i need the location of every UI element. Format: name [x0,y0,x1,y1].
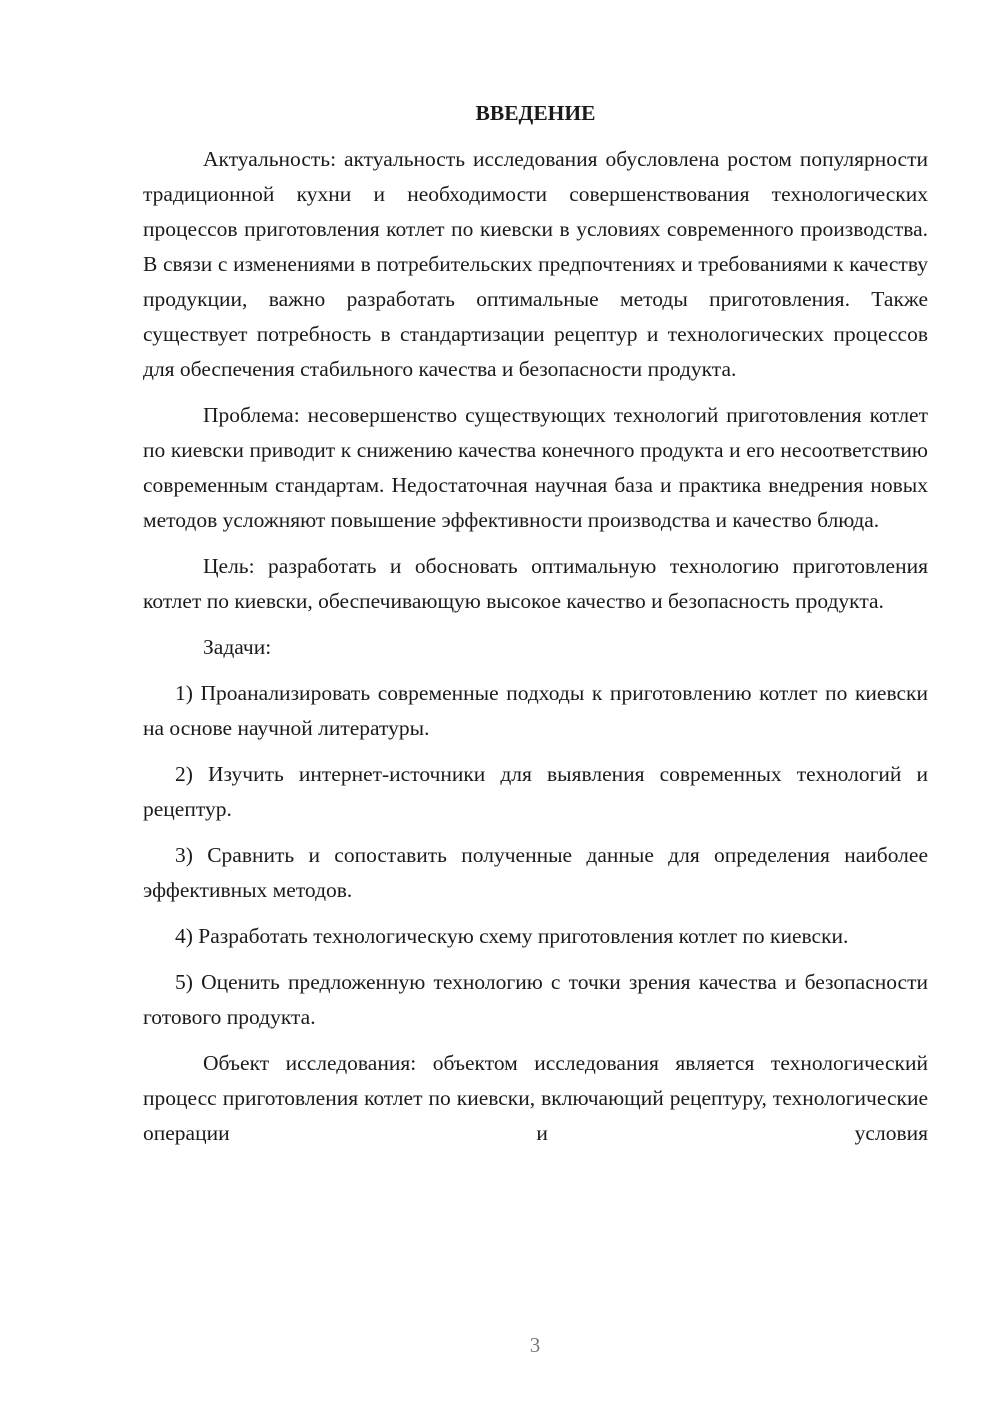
task-item-5: 5) Оценить предложенную технологию с точки зрения качества и безопасности готового продукта. [143,970,928,1029]
task-item-4: 4) Разработать технологическую схему приготовления котлет по киевски. [175,924,849,948]
page-body [143,96,928,1162]
section-title: ВВЕДЕНИЕ [475,101,596,125]
tasks-heading: Задачи: [203,635,272,659]
page-number: 3 [529,1333,541,1357]
task-item-3: 3) Сравнить и сопоставить полученные данные для определения наиболее эффективных методов. [143,843,928,902]
paragraph-object: Объект исследования: объектом исследования является технологический процесс приготовления котлет по киевски, включающий рецептуру, технологические операции и условия [143,1051,928,1145]
task-item-2: 2) Изучить интернет-источники для выявления современных технологий и рецептур. [143,762,928,821]
paragraph-relevance: Актуальность: актуальность исследования обусловлена ростом популярности традиционной кухни и необходимости совершенствования технологических процессов приготовления котлет по киевски в условиях современного производства. В связи с изменениями в потребительских предпочтениях и требованиями к качеству продукции, важно разработать оптимальные методы приготовления. Также существует потребность в стандартизации рецептур и технологических процессов для обеспечения стабильного качества и безопасности продукта. [143,147,928,381]
paragraph-problem: Проблема: несовершенство существующих технологий приготовления котлет по киевски приводит к снижению качества конечного продукта и его несоответствию современным стандартам. Недостаточная научная база и практика внедрения новых методов усложняют повышение эффективности производства и качество блюда. [143,403,928,532]
paragraph-goal: Цель: разработать и обосновать оптимальную технологию приготовления котлет по киевски, обеспечивающую высокое качество и безопасность продукта. [143,554,928,613]
task-item-1: 1) Проанализировать современные подходы к приготовлению котлет по киевски на основе научной литературы. [143,681,928,740]
